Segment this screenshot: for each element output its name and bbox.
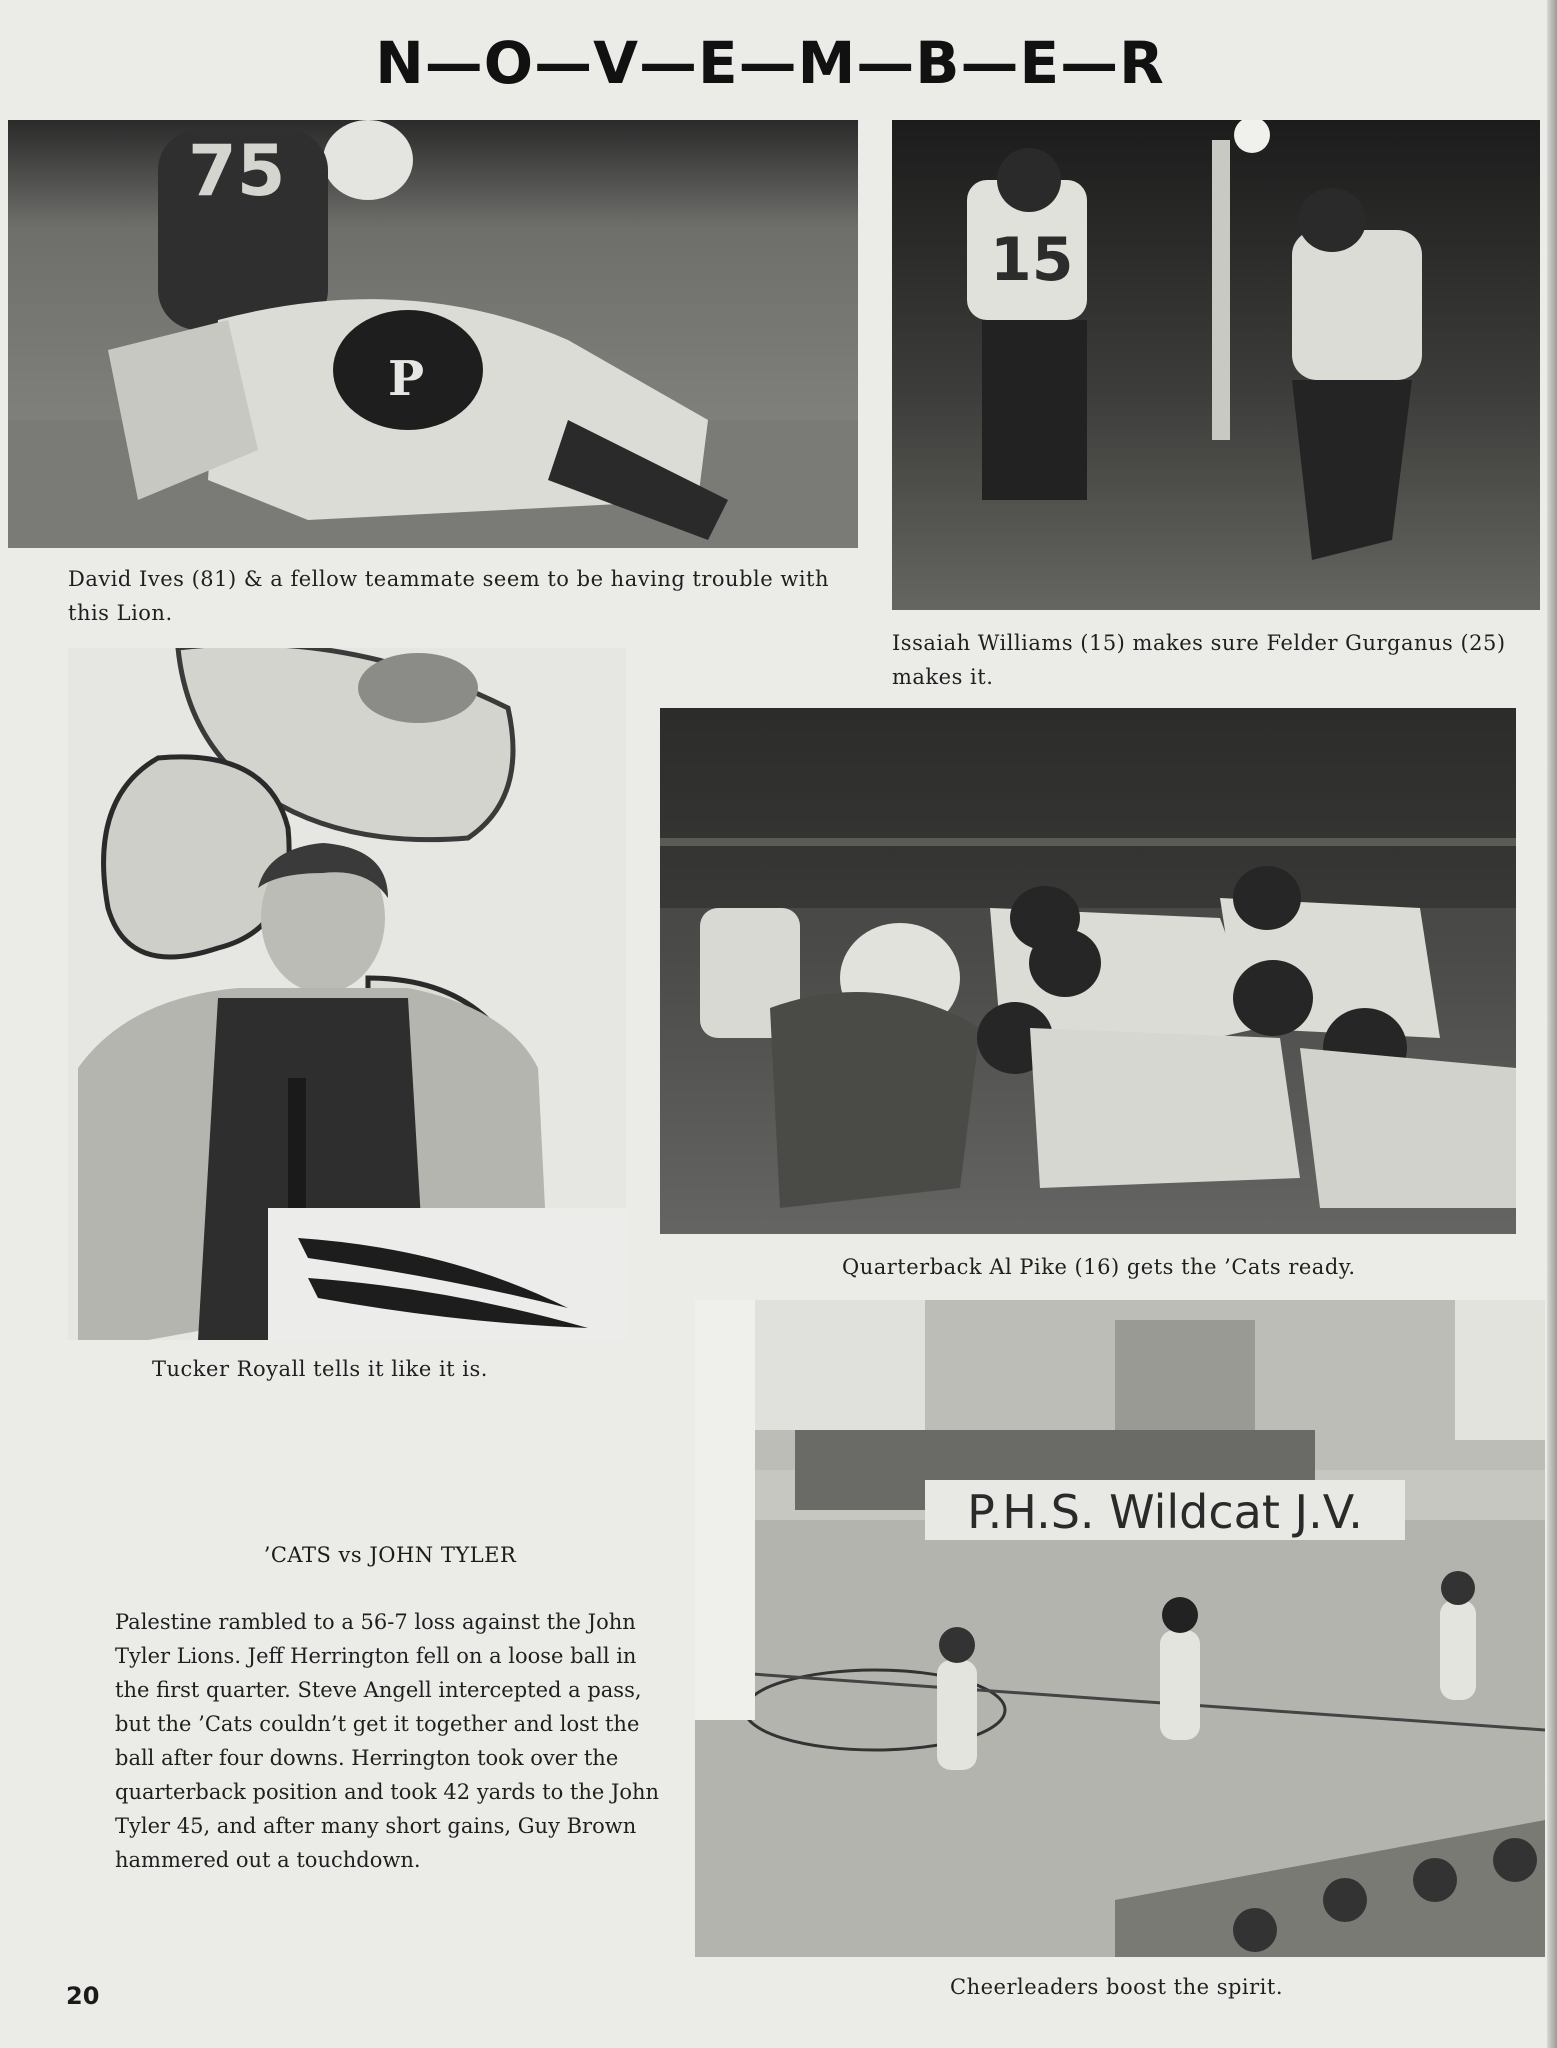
caption-football-tackle: David Ives (81) & a fellow teammate seem to be having trouble with this Lion. <box>68 567 829 625</box>
page-number: 20 <box>66 1982 100 2010</box>
page-binding-edge <box>1547 0 1557 2048</box>
page-title: N—O—V—E—M—B—E—R <box>375 29 1165 97</box>
caption-cheerleaders-gym: Cheerleaders boost the spirit. <box>950 1975 1284 1999</box>
article-body: Palestine rambled to a 56-7 loss against the John Tyler Lions. Jeff Herrington fell on a loose ball in the first quarter. Steve Angell intercepted a pass, but the ’Cats couldn’t get it together and lost the ball after four downs. Herrington took over the quarterback position and took 42 yards to the John Tyler 45, and after many short gains, Guy Brown hammered out a touchdown. <box>115 1610 660 1872</box>
photo-running-players <box>892 120 1540 610</box>
helmet-letter-p: P <box>388 351 425 407</box>
caption-line-of-scrimmage: Quarterback Al Pike (16) gets the ’Cats ready. <box>842 1255 1356 1279</box>
caption-running-players: Issaiah Williams (15) makes sure Felder Gurganus (25) makes it. <box>892 631 1506 689</box>
photo-football-tackle <box>8 120 858 548</box>
photo-speaker-podium <box>68 648 626 1340</box>
jersey-number-15: 15 <box>990 225 1074 295</box>
banner-text: P.H.S. Wildcat J.V. <box>967 1485 1363 1539</box>
photo-cheerleaders-gym <box>695 1300 1545 1957</box>
jersey-number-75: 75 <box>188 130 286 212</box>
article-heading: ’CATS vs JOHN TYLER <box>263 1543 517 1567</box>
photo-line-of-scrimmage <box>660 708 1516 1234</box>
caption-speaker-podium: Tucker Royall tells it like it is. <box>152 1357 488 1381</box>
